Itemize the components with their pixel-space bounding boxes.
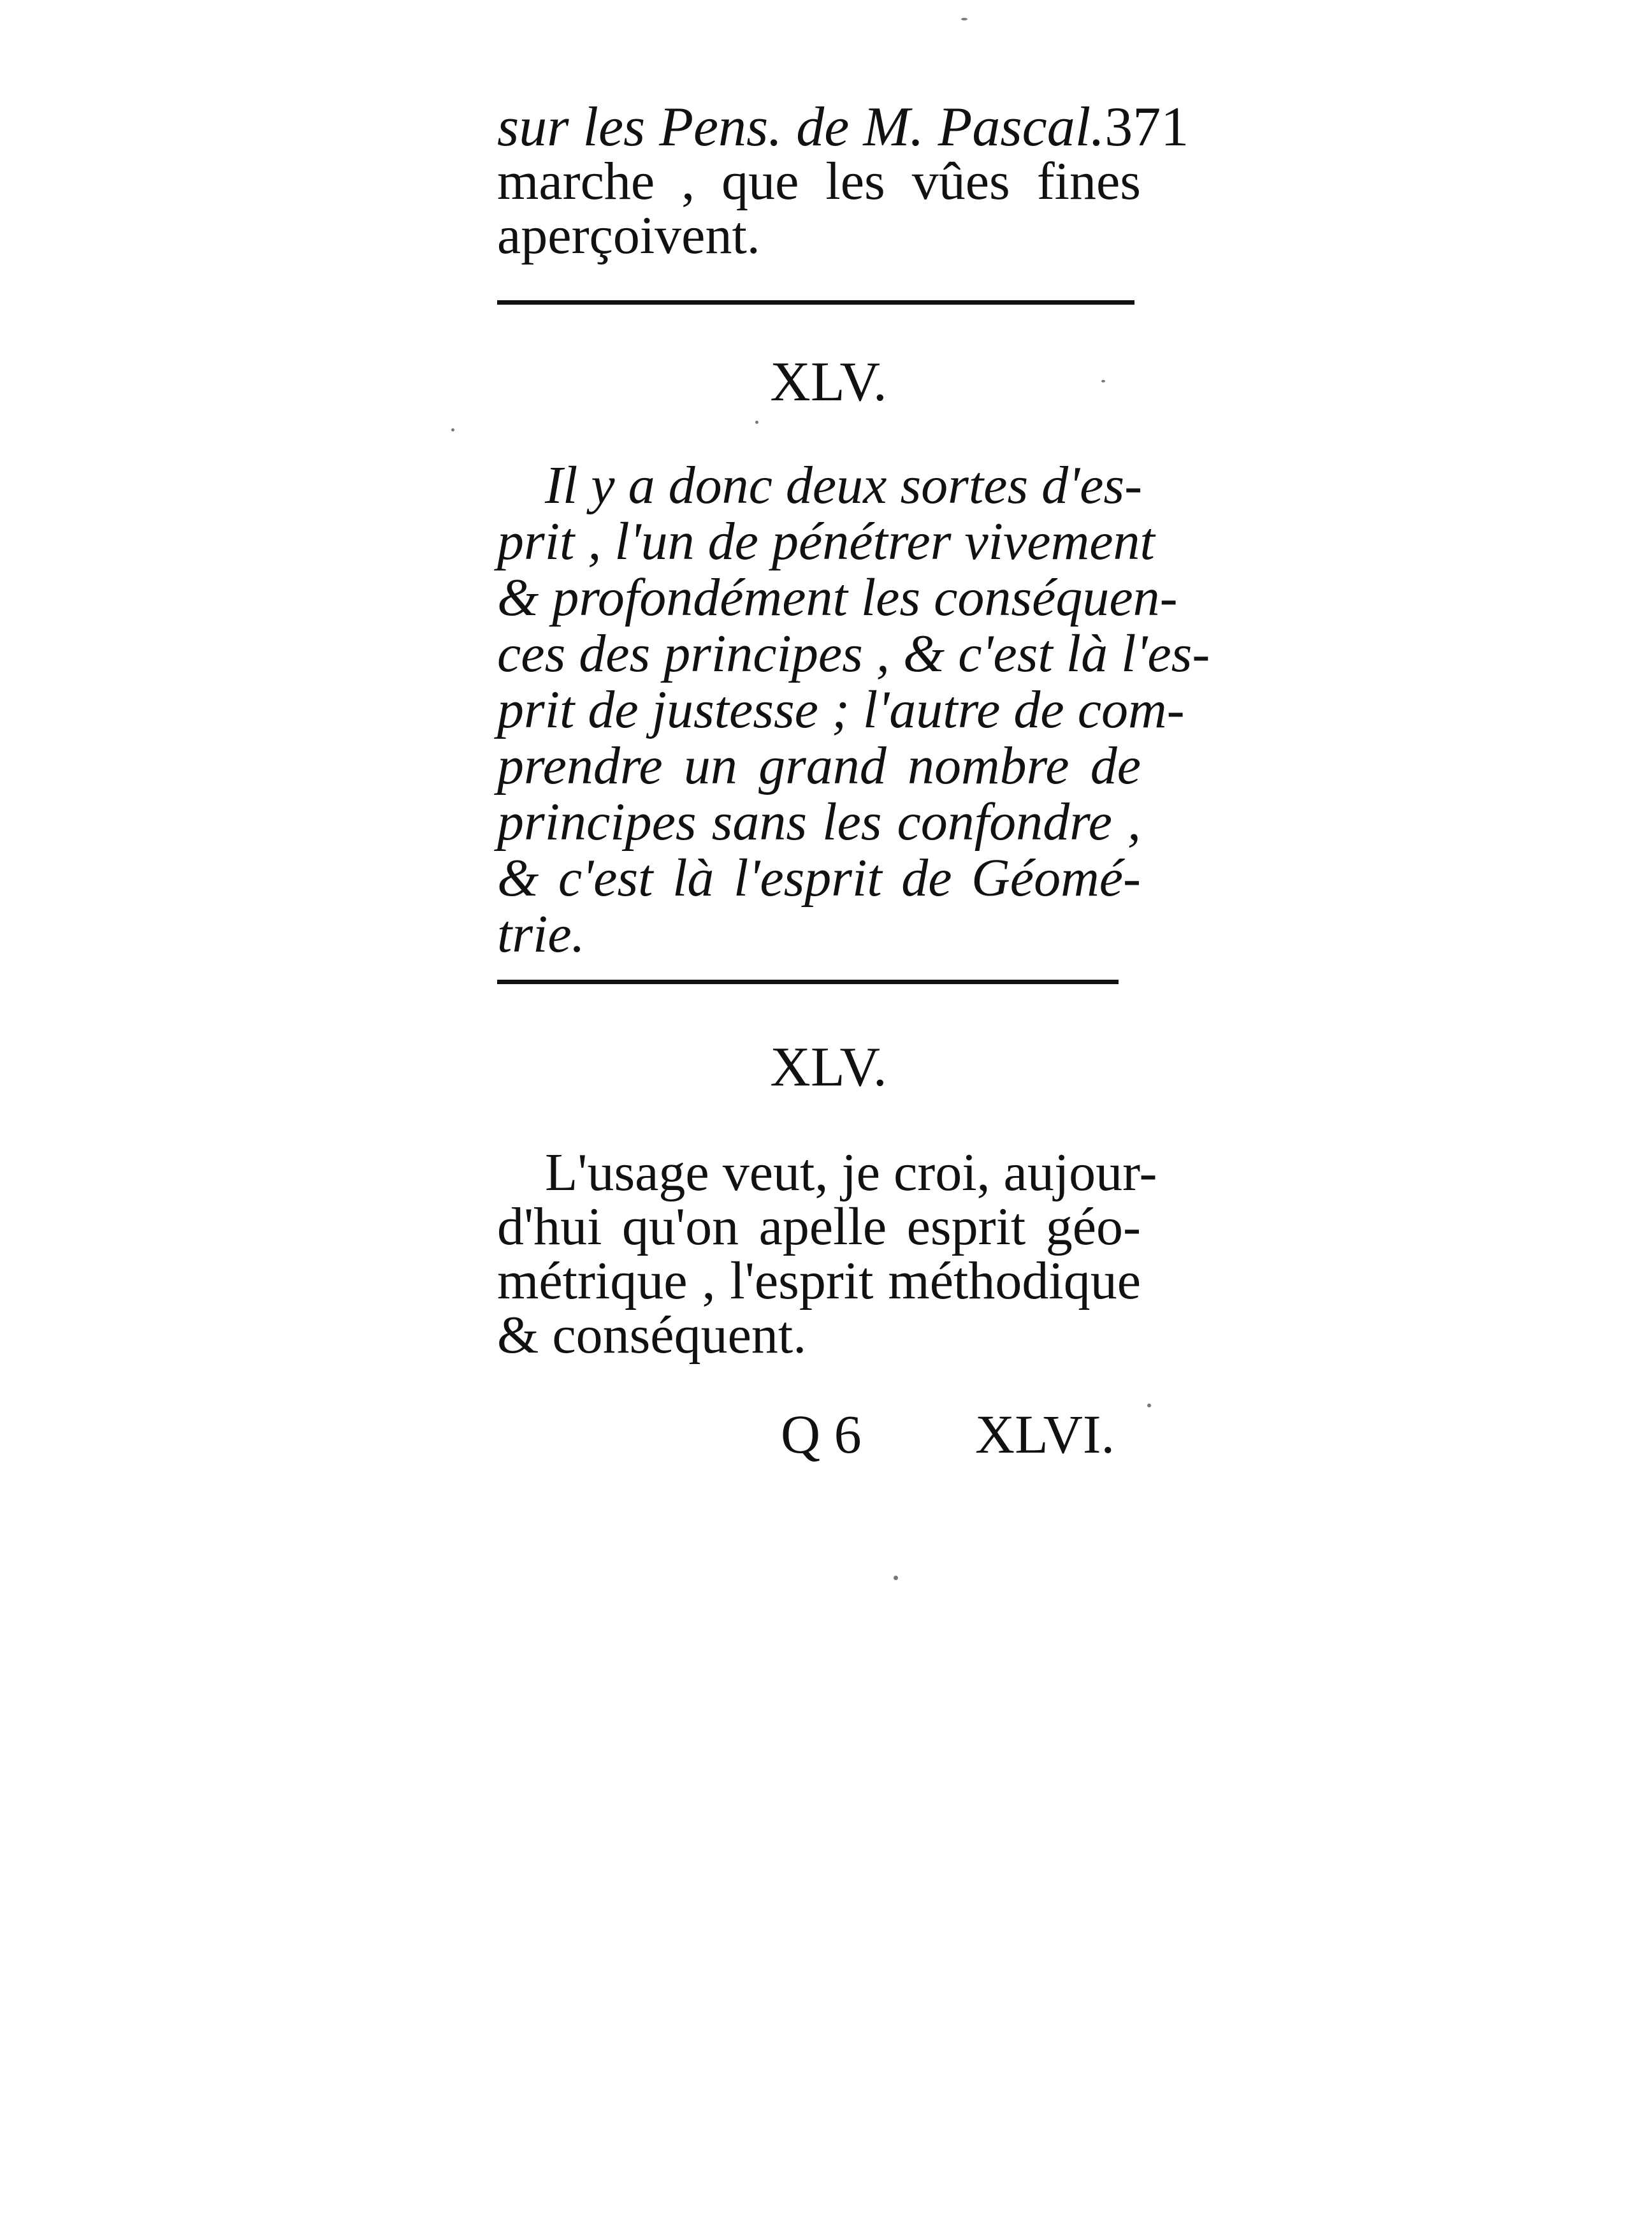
section-2-line-3: métrique , l'esprit méthodique bbox=[497, 1251, 1141, 1310]
section-1-line-5: prit de justesse ; l'autre de com- bbox=[497, 680, 1185, 739]
section-1-line-3: & profondément les conséquen- bbox=[497, 568, 1178, 627]
catchword: XLVI. bbox=[975, 1404, 1115, 1465]
print-speck bbox=[1101, 380, 1105, 382]
print-speck bbox=[755, 421, 758, 424]
section-1-line-2: prit , l'un de pénétrer vivement bbox=[497, 512, 1155, 571]
section-2-line-2-text: d'hui qu'on apelle esprit géo- bbox=[497, 1197, 1141, 1256]
section-heading-2: XLV. bbox=[770, 1036, 887, 1098]
page-number: 371 bbox=[1105, 96, 1189, 158]
continuation-line-1: marche , que les vûes fines bbox=[497, 152, 1141, 211]
section-1-line-7: principes sans les confondre , bbox=[497, 792, 1141, 852]
section-2-line-1: L'usage veut, je croi, aujour- bbox=[545, 1143, 1157, 1202]
continuation-line-2: aperçoivent. bbox=[497, 206, 760, 265]
print-speck bbox=[961, 18, 967, 20]
section-1-line-9: trie. bbox=[497, 904, 585, 964]
print-speck bbox=[451, 428, 454, 432]
section-rule-2 bbox=[497, 980, 1119, 984]
section-1-line-4: ces des principes , & c'est là l'es- bbox=[497, 624, 1210, 683]
running-head-title: sur les Pens. de M. Pascal. bbox=[497, 96, 1105, 158]
section-heading-1: XLV. bbox=[770, 351, 887, 413]
print-speck bbox=[1147, 1404, 1151, 1407]
section-2-line-4: & conséquent. bbox=[497, 1305, 807, 1365]
section-1-line-1: Il y a donc deux sortes d'es- bbox=[545, 456, 1143, 515]
section-1-line-8: & c'est là l'esprit de Géomé- bbox=[497, 848, 1141, 908]
signature-mark: Q 6 bbox=[781, 1404, 862, 1465]
section-rule-1 bbox=[497, 300, 1134, 305]
section-1-line-6: prendre un grand nombre de bbox=[497, 736, 1141, 795]
print-speck bbox=[894, 1576, 898, 1580]
